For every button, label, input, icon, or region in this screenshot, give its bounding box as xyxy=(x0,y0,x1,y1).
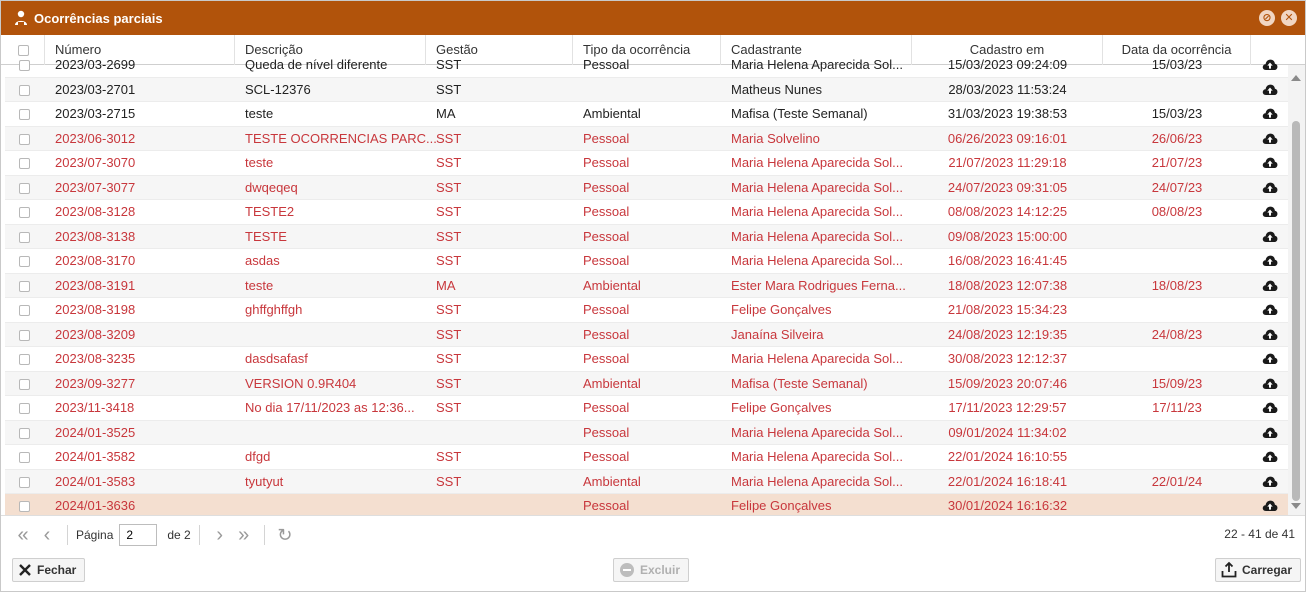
row-checkbox-cell[interactable] xyxy=(5,278,45,293)
cell-tipo: Pessoal xyxy=(583,57,630,73)
table-row[interactable] xyxy=(5,200,1288,225)
row-checkbox[interactable] xyxy=(19,477,30,488)
cloud-upload-icon[interactable] xyxy=(1251,303,1288,316)
cell-numero: 2023/09-3277 xyxy=(55,375,136,391)
page-total-label: de 2 xyxy=(167,527,191,542)
cell-descricao: Queda de nível diferente xyxy=(245,57,388,73)
cell-gestao: SST xyxy=(436,155,462,171)
cell-cadastro-em: 24/07/2023 09:31:05 xyxy=(947,179,1068,195)
cell-tipo: Pessoal xyxy=(583,155,630,171)
cell-descricao: teste xyxy=(245,155,274,171)
prev-page-icon[interactable]: ‹ xyxy=(43,523,51,546)
column-header-gestao[interactable]: Gestão xyxy=(426,35,573,65)
cell-numero: 2023/03-2715 xyxy=(55,106,136,122)
cloud-upload-icon[interactable] xyxy=(1251,107,1288,120)
cell-gestao: SST xyxy=(436,326,462,342)
row-checkbox[interactable] xyxy=(19,183,30,194)
row-checkbox-cell[interactable] xyxy=(5,253,45,268)
table-row[interactable] xyxy=(5,372,1288,397)
table-row[interactable] xyxy=(5,102,1288,127)
cloud-upload-icon[interactable] xyxy=(1251,352,1288,365)
cell-tipo: Pessoal xyxy=(583,179,630,195)
row-checkbox[interactable] xyxy=(19,452,30,463)
cell-tipo: Pessoal xyxy=(583,253,630,269)
cell-numero: 2023/08-3235 xyxy=(55,351,136,367)
row-checkbox[interactable] xyxy=(19,281,30,292)
row-checkbox[interactable] xyxy=(19,379,30,390)
cell-descricao: ghffghffgh xyxy=(245,302,303,318)
scroll-up-icon[interactable] xyxy=(1291,75,1301,81)
cloud-upload-icon[interactable] xyxy=(1251,426,1288,439)
cell-descricao: dasdsafasf xyxy=(245,351,308,367)
cell-numero: 2024/01-3582 xyxy=(55,449,136,465)
cloud-upload-icon[interactable] xyxy=(1251,132,1288,145)
row-checkbox-cell[interactable] xyxy=(5,498,45,513)
cell-cadastrante: Maria Helena Aparecida Sol... xyxy=(731,57,903,73)
cell-gestao: SST xyxy=(436,179,462,195)
cell-data: 15/09/23 xyxy=(1151,375,1203,391)
cell-cadastrante: Ester Mara Rodrigues Ferna... xyxy=(731,277,906,293)
row-checkbox[interactable] xyxy=(19,60,30,71)
cell-cadastro-em: 16/08/2023 16:41:45 xyxy=(947,253,1068,269)
cell-cadastro-em: 09/08/2023 15:00:00 xyxy=(947,228,1068,244)
cell-tipo: Pessoal xyxy=(583,449,630,465)
cell-numero: 2023/08-3191 xyxy=(55,277,136,293)
cell-cadastrante: Maria Helena Aparecida Sol... xyxy=(731,351,903,367)
table-row[interactable] xyxy=(5,176,1288,201)
table-row[interactable] xyxy=(5,151,1288,176)
cell-gestao: SST xyxy=(436,449,462,465)
cell-gestao: SST xyxy=(436,130,462,146)
row-checkbox[interactable] xyxy=(19,501,30,512)
cell-tipo: Pessoal xyxy=(583,302,630,318)
cloud-upload-icon[interactable] xyxy=(1251,181,1288,194)
row-checkbox[interactable] xyxy=(19,207,30,218)
cell-gestao: SST xyxy=(436,351,462,367)
table-row[interactable] xyxy=(5,347,1288,372)
table-row[interactable] xyxy=(5,323,1288,348)
cell-numero: 2023/08-3209 xyxy=(55,326,136,342)
row-checkbox-cell[interactable] xyxy=(5,327,45,342)
cell-cadastrante: Maria Solvelino xyxy=(731,130,820,146)
cell-cadastro-em: 28/03/2023 11:53:24 xyxy=(948,81,1067,97)
table-row[interactable] xyxy=(5,225,1288,250)
cloud-upload-icon[interactable] xyxy=(1251,58,1288,71)
cell-cadastro-em: 30/08/2023 12:12:37 xyxy=(947,351,1068,367)
close-icon[interactable]: ✕ xyxy=(1281,10,1297,26)
cell-gestao: SST xyxy=(436,253,462,269)
cell-gestao: SST xyxy=(436,228,462,244)
page-label: Página xyxy=(76,527,114,542)
footer-toolbar xyxy=(1,553,1305,591)
cell-cadastrante: Mafisa (Teste Semanal) xyxy=(731,106,868,122)
minus-circle-icon xyxy=(619,562,635,578)
cell-cadastrante: Maria Helena Aparecida Sol... xyxy=(731,155,903,171)
cell-descricao: asdas xyxy=(245,253,280,269)
cell-tipo: Pessoal xyxy=(583,424,630,440)
row-checkbox-cell[interactable] xyxy=(5,204,45,219)
row-checkbox-cell[interactable] xyxy=(5,351,45,366)
cell-numero: 2024/01-3583 xyxy=(55,473,136,489)
row-checkbox-cell[interactable] xyxy=(5,449,45,464)
column-header-data[interactable]: Data da ocorrência xyxy=(1103,35,1251,65)
pagination-bar xyxy=(1,515,1305,553)
row-checkbox-cell[interactable] xyxy=(5,400,45,415)
close-button[interactable]: Fechar xyxy=(12,558,85,582)
cell-data: 22/01/24 xyxy=(1151,473,1203,489)
row-checkbox[interactable] xyxy=(19,232,30,243)
cell-gestao: SST xyxy=(436,302,462,318)
cloud-upload-icon[interactable] xyxy=(1251,205,1288,218)
row-checkbox[interactable] xyxy=(19,85,30,96)
table-row[interactable] xyxy=(5,274,1288,299)
cell-descricao: teste xyxy=(245,106,274,122)
cell-descricao: VERSION 0.9R404 xyxy=(245,375,357,391)
cell-numero: 2023/03-2699 xyxy=(55,57,136,73)
cloud-upload-icon[interactable] xyxy=(1251,401,1288,414)
cloud-upload-icon[interactable] xyxy=(1251,156,1288,169)
scroll-thumb[interactable] xyxy=(1292,121,1300,501)
cell-descricao: No dia 17/11/2023 as 12:36... xyxy=(245,400,415,416)
row-checkbox-cell[interactable] xyxy=(5,425,45,440)
cell-cadastrante: Maria Helena Aparecida Sol... xyxy=(731,449,903,465)
cell-tipo: Pessoal xyxy=(583,130,630,146)
table-row[interactable] xyxy=(5,396,1288,421)
row-checkbox[interactable] xyxy=(19,428,30,439)
cell-descricao: TESTE OCORRENCIAS PARC... xyxy=(245,130,437,146)
cell-data: 18/08/23 xyxy=(1151,277,1203,293)
cell-tipo: Pessoal xyxy=(583,228,630,244)
cell-descricao: SCL-12376 xyxy=(245,81,311,97)
table-row[interactable] xyxy=(5,78,1288,103)
cloud-upload-icon[interactable] xyxy=(1251,450,1288,463)
cell-cadastrante: Felipe Gonçalves xyxy=(731,302,832,318)
scroll-down-icon[interactable] xyxy=(1291,503,1301,509)
row-checkbox[interactable] xyxy=(19,109,30,120)
cell-numero: 2023/06-3012 xyxy=(55,130,136,146)
cell-tipo: Pessoal xyxy=(583,351,630,367)
cloud-upload-icon[interactable] xyxy=(1251,230,1288,243)
cell-cadastro-em: 15/03/2023 09:24:09 xyxy=(947,57,1068,73)
dialog-title: Ocorrências parciais xyxy=(34,10,163,26)
row-checkbox-cell[interactable] xyxy=(5,131,45,146)
grid-rows xyxy=(5,53,1288,519)
row-checkbox-cell[interactable] xyxy=(5,106,45,121)
cell-descricao: teste xyxy=(245,277,274,293)
row-checkbox-cell[interactable] xyxy=(5,474,45,489)
cell-cadastrante: Felipe Gonçalves xyxy=(731,498,832,514)
row-checkbox[interactable] xyxy=(19,134,30,145)
row-checkbox-cell[interactable] xyxy=(5,302,45,317)
x-icon xyxy=(18,563,32,577)
cell-tipo: Ambiental xyxy=(583,277,641,293)
cell-gestao: SST xyxy=(436,375,462,391)
cell-numero: 2024/01-3525 xyxy=(55,424,136,440)
cell-numero: 2023/03-2701 xyxy=(55,81,136,97)
cell-cadastro-em: 21/08/2023 15:34:23 xyxy=(947,302,1068,318)
cloud-upload-icon[interactable] xyxy=(1251,254,1288,267)
cell-cadastro-em: 21/07/2023 11:29:18 xyxy=(948,155,1067,171)
cell-gestao: SST xyxy=(436,400,462,416)
cell-cadastrante: Maria Helena Aparecida Sol... xyxy=(731,179,903,195)
cell-numero: 2024/01-3636 xyxy=(55,498,136,514)
cell-data: 24/08/23 xyxy=(1151,326,1203,342)
vertical-scrollbar[interactable] xyxy=(1288,65,1305,515)
row-checkbox-cell[interactable] xyxy=(5,82,45,97)
column-header-cadastrante[interactable]: Cadastrante xyxy=(721,35,912,65)
cell-tipo: Pessoal xyxy=(583,326,630,342)
cell-data: 26/06/23 xyxy=(1151,130,1203,146)
cell-cadastro-em: 08/08/2023 14:12:25 xyxy=(947,204,1068,220)
column-header-descricao[interactable]: Descrição xyxy=(235,35,426,65)
last-page-icon[interactable]: » xyxy=(238,523,250,546)
cell-cadastro-em: 22/01/2024 16:18:41 xyxy=(947,473,1068,489)
row-checkbox-cell[interactable] xyxy=(5,376,45,391)
cloud-upload-icon[interactable] xyxy=(1251,83,1288,96)
cell-gestao: SST xyxy=(436,204,462,220)
cell-descricao: dwqeqeq xyxy=(245,179,298,195)
row-checkbox[interactable] xyxy=(19,256,30,267)
cell-descricao: dfgd xyxy=(245,449,271,465)
row-checkbox-cell[interactable] xyxy=(5,180,45,195)
cell-cadastrante: Maria Helena Aparecida Sol... xyxy=(731,424,903,440)
cloud-upload-icon[interactable] xyxy=(1251,377,1288,390)
load-button[interactable]: Carregar xyxy=(1215,558,1301,582)
next-page-icon[interactable]: › xyxy=(216,523,224,546)
cell-cadastro-em: 18/08/2023 12:07:38 xyxy=(947,277,1068,293)
cell-tipo: Pessoal xyxy=(583,400,630,416)
row-checkbox-cell[interactable] xyxy=(5,57,45,72)
cell-cadastrante: Maria Helena Aparecida Sol... xyxy=(731,473,903,489)
page-number-input[interactable] xyxy=(119,524,157,546)
cell-cadastro-em: 24/08/2023 12:19:35 xyxy=(947,326,1068,342)
title-bar[interactable] xyxy=(1,1,1305,35)
column-header-cadastro-em[interactable]: Cadastro em xyxy=(912,35,1103,65)
refresh-icon[interactable]: ↻ xyxy=(277,524,293,545)
cell-cadastrante: Maria Helena Aparecida Sol... xyxy=(731,253,903,269)
upload-icon xyxy=(1221,562,1237,578)
cell-numero: 2023/07-3077 xyxy=(55,179,136,195)
cell-numero: 2023/08-3198 xyxy=(55,302,136,318)
grid-body xyxy=(5,57,1288,515)
cell-cadastro-em: 17/11/2023 12:29:57 xyxy=(948,400,1067,416)
cell-tipo: Ambiental xyxy=(583,106,641,122)
cell-data: 17/11/23 xyxy=(1152,400,1202,416)
table-row[interactable] xyxy=(5,421,1288,446)
table-row[interactable] xyxy=(5,445,1288,470)
cloud-upload-icon[interactable] xyxy=(1251,279,1288,292)
row-checkbox[interactable] xyxy=(19,158,30,169)
cell-numero: 2023/11-3418 xyxy=(55,400,135,416)
cell-numero: 2023/08-3138 xyxy=(55,228,136,244)
cloud-upload-icon[interactable] xyxy=(1251,328,1288,341)
record-count: 22 - 41 de 41 xyxy=(1224,527,1295,541)
cell-gestao: SST xyxy=(436,473,462,489)
cell-cadastro-em: 09/01/2024 11:34:02 xyxy=(948,424,1067,440)
cell-cadastro-em: 22/01/2024 16:10:55 xyxy=(947,449,1068,465)
cell-cadastro-em: 30/01/2024 16:16:32 xyxy=(947,498,1068,514)
cell-tipo: Ambiental xyxy=(583,375,641,391)
cell-cadastrante: Maria Helena Aparecida Sol... xyxy=(731,228,903,244)
table-row[interactable] xyxy=(5,53,1288,78)
cell-data: 24/07/23 xyxy=(1151,179,1203,195)
cell-cadastro-em: 15/09/2023 20:07:46 xyxy=(947,375,1068,391)
cell-tipo: Pessoal xyxy=(583,498,630,514)
cell-data: 21/07/23 xyxy=(1151,155,1203,171)
cell-descricao: TESTE xyxy=(245,228,287,244)
user-icon xyxy=(12,9,30,27)
row-checkbox[interactable] xyxy=(19,403,30,414)
cell-descricao: tyutyut xyxy=(245,473,284,489)
cloud-upload-icon[interactable] xyxy=(1251,499,1288,512)
cell-cadastrante: Felipe Gonçalves xyxy=(731,400,832,416)
cell-gestao: MA xyxy=(436,277,456,293)
cell-gestao: SST xyxy=(436,57,462,73)
table-row[interactable] xyxy=(5,249,1288,274)
cell-descricao: TESTE2 xyxy=(245,204,295,220)
row-checkbox-cell[interactable] xyxy=(5,229,45,244)
row-checkbox-cell[interactable] xyxy=(5,155,45,170)
cell-cadastrante: Mafisa (Teste Semanal) xyxy=(731,375,868,391)
cell-data: 08/08/23 xyxy=(1151,204,1203,220)
cell-cadastrante: Maria Helena Aparecida Sol... xyxy=(731,204,903,220)
minimize-icon[interactable]: ⊘ xyxy=(1259,10,1275,26)
row-checkbox[interactable] xyxy=(19,305,30,316)
cell-data: 15/03/23 xyxy=(1151,57,1203,73)
table-row[interactable] xyxy=(5,127,1288,152)
delete-button[interactable]: Excluir xyxy=(613,558,689,582)
column-header-numero[interactable]: Número xyxy=(45,35,235,65)
cell-tipo: Ambiental xyxy=(583,473,641,489)
cell-cadastro-em: 06/26/2023 09:16:01 xyxy=(947,130,1068,146)
cell-cadastrante: Matheus Nunes xyxy=(731,81,823,97)
row-checkbox[interactable] xyxy=(19,354,30,365)
first-page-icon[interactable]: « xyxy=(17,523,29,546)
cell-numero: 2023/07-3070 xyxy=(55,155,136,171)
row-checkbox[interactable] xyxy=(19,330,30,341)
cell-cadastro-em: 31/03/2023 19:38:53 xyxy=(947,106,1068,122)
cell-gestao: SST xyxy=(436,81,462,97)
cell-numero: 2023/08-3128 xyxy=(55,204,136,220)
cell-tipo: Pessoal xyxy=(583,204,630,220)
table-row[interactable] xyxy=(5,298,1288,323)
table-row[interactable] xyxy=(5,470,1288,495)
cell-numero: 2023/08-3170 xyxy=(55,253,136,269)
cell-data: 15/03/23 xyxy=(1151,106,1203,122)
cloud-upload-icon[interactable] xyxy=(1251,475,1288,488)
cell-gestao: MA xyxy=(436,106,456,122)
cell-cadastrante: Janaína Silveira xyxy=(731,326,824,342)
column-header-tipo[interactable]: Tipo da ocorrência xyxy=(573,35,721,65)
